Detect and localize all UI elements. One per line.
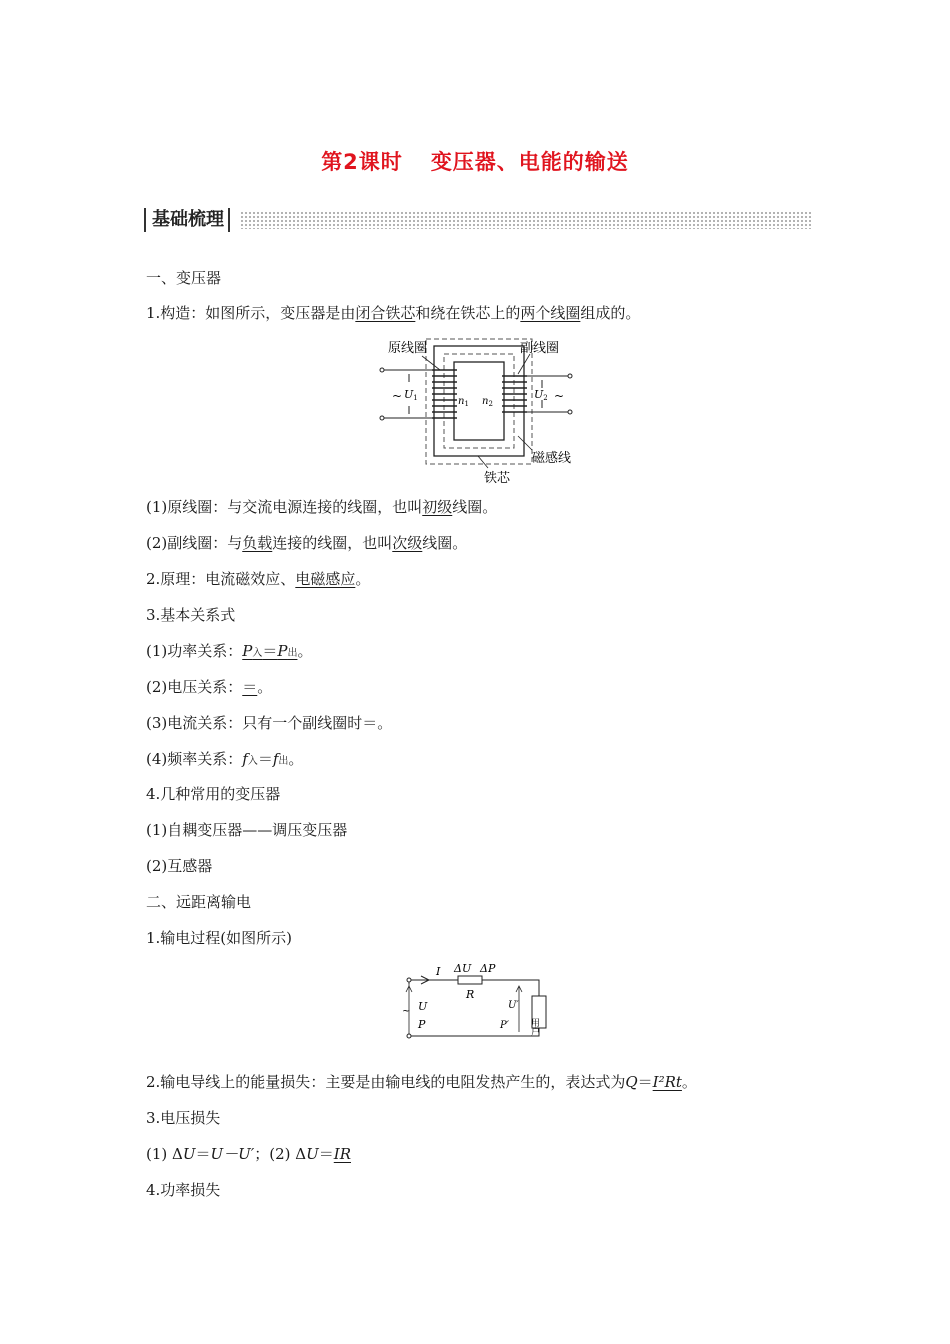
transmission-process-line: 1.输电过程(如图所示): [146, 929, 293, 947]
frequency-relation-line: (4)频率关系：f入＝f出。: [146, 750, 304, 768]
leader-line: [478, 456, 488, 468]
ac-symbol: ~: [392, 389, 403, 403]
label-u2: U2: [534, 388, 548, 402]
blank-primary: 初级: [422, 498, 453, 516]
blank-joule-heat: I²Rt: [652, 1073, 682, 1091]
label-user: 用户: [529, 1018, 539, 1036]
label-p: P: [418, 1018, 426, 1031]
common-transformers-heading: 4.几种常用的变压器: [146, 785, 281, 803]
blank-ir: IR: [333, 1145, 351, 1163]
section-dot-rule: [240, 211, 812, 229]
label-flux-lines: 磁感线: [532, 451, 572, 466]
label-primary-coil: 原线圈: [388, 341, 428, 356]
voltage-loss-heading: 3.电压损失: [146, 1109, 221, 1127]
leader-line: [518, 436, 532, 450]
label-r: R: [466, 988, 475, 1001]
ac-symbol: ~: [554, 389, 565, 403]
autotransformer-line: (1)自耦变压器——调压变压器: [146, 821, 348, 839]
terminal-circle: [380, 416, 384, 420]
heading-transformer: 一、变压器: [146, 269, 222, 287]
voltage-loss-line: (1) ΔU＝U－U′；(2) ΔU＝IR: [146, 1145, 351, 1163]
label-n2: $n_2$: [482, 396, 493, 408]
label-p-prime: P′: [500, 1020, 509, 1031]
blank-power-relation: P入＝P出: [242, 642, 298, 660]
section-label: 基础梳理: [144, 208, 230, 232]
label-i: I: [436, 965, 441, 978]
primary-coil-line: (1)原线圈：与交流电源连接的线圈，也叫初级线圈。: [146, 498, 498, 516]
transmission-figure: [396, 962, 560, 1042]
blank-voltage-relation: ＝: [242, 678, 258, 696]
secondary-coil: [502, 376, 527, 412]
heading-transmission: 二、远距离输电: [146, 893, 252, 911]
blank-closed-core: 闭合铁芯: [355, 304, 416, 322]
relations-heading: 3.基本关系式: [146, 606, 236, 624]
voltage-relation-line: (2)电压关系：＝。: [146, 678, 273, 696]
lesson-topic: 变压器、电能的输送: [430, 150, 629, 174]
power-loss-heading: 4.功率损失: [146, 1181, 221, 1199]
label-u1: U1: [404, 388, 418, 402]
label-delta-p: ΔP: [480, 962, 496, 975]
label-u-prime: U′: [508, 1000, 519, 1011]
principle-line: 2.原理：电流磁效应、电磁感应。: [146, 570, 371, 588]
energy-loss-line: 2.输电导线上的能量损失：主要是由输电线的电阻发热产生的，表达式为Q＝I²Rt。: [146, 1073, 697, 1091]
current-relation-line: (3)电流关系：只有一个副线圈时＝。: [146, 714, 393, 732]
terminal-circle: [407, 1034, 411, 1038]
transformer-figure: [378, 336, 574, 486]
label-n1: $n_1$: [458, 396, 469, 408]
flux-line-outer: [426, 339, 532, 464]
blank-induction: 电磁感应: [295, 570, 356, 588]
power-relation-line: (1)功率关系：P入＝P出。: [146, 642, 313, 660]
secondary-coil-line: (2)副线圈：与负载连接的线圈，也叫次级线圈。: [146, 534, 468, 552]
terminal-circle: [407, 978, 411, 982]
leader-line: [422, 356, 440, 370]
label-delta-u: ΔU: [454, 962, 472, 975]
blank-two-coils: 两个线圈: [520, 304, 581, 322]
terminal-circle: [380, 368, 384, 372]
lesson-number: 第2课时: [321, 150, 403, 174]
circuit-wires: [409, 976, 539, 1036]
mutual-inductor-line: (2)互感器: [146, 857, 213, 875]
resistor: [458, 976, 482, 984]
page-title: [0, 146, 950, 176]
blank-secondary: 次级: [392, 534, 423, 552]
label-iron-core: 铁芯: [484, 471, 511, 486]
ac-symbol: ~: [402, 1006, 411, 1017]
terminal-circle: [568, 410, 572, 414]
label-u: U: [418, 1000, 428, 1013]
terminal-circle: [568, 374, 572, 378]
section-header: [144, 208, 812, 232]
label-secondary-coil: 副线圈: [520, 341, 560, 356]
construction-line: 1.构造：如图所示，变压器是由闭合铁芯和绕在铁芯上的两个线圈组成的。: [146, 304, 641, 322]
blank-load: 负载: [242, 534, 273, 552]
